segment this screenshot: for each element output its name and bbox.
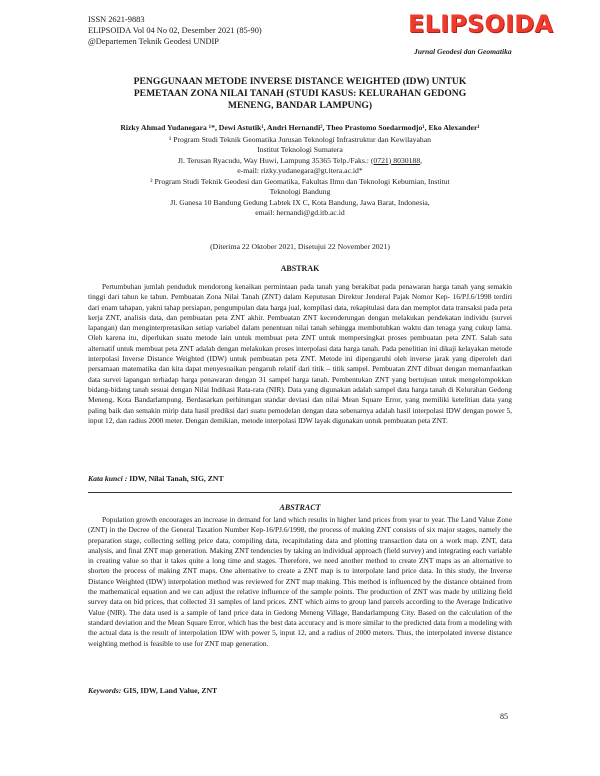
issn: ISSN 2621-9883 (88, 15, 145, 24)
abstract-body (88, 515, 512, 649)
affiliation-email: e-mail: rizky.yudanegara@gt.itera.ac.id* (237, 166, 363, 175)
author-names: Rizky Ahmad Yudanegara ¹*, Dewi Astutik¹, Andri Hernandi², Theo Prastomo Soedarmodjo¹, Eko Alexander¹ (120, 123, 480, 132)
author-block (88, 123, 512, 219)
kata-kunci-label: Kata kunci : (88, 474, 130, 483)
abstrak-heading: ABSTRAK (280, 264, 320, 273)
logo-subtitle: Jurnal Geodesi dan Geomatika (414, 47, 512, 56)
copyright-line: @Departemen Teknik Geodesi UNDIP (88, 37, 219, 46)
keywords-label: Keywords: (88, 686, 124, 695)
affiliation-address: Jl. Ganesa 10 Bandung Gedung Labtek IX C, Kota Bandung, Jawa Barat, Indonesia, (170, 197, 430, 207)
phone-suffix: , (420, 155, 423, 165)
title-line: MENENG, BANDAR LAMPUNG) (227, 100, 373, 111)
affiliation-line: ¹ Program Studi Teknik Geomatika Jurusan Teknologi Infrastruktur dan Kewilayahan (168, 134, 432, 144)
paper-title (88, 76, 512, 112)
journal-volume-line: ELIPSOIDA Vol 04 No 02, Desember 2021 (85-90) (88, 26, 262, 35)
abstrak-paragraph: Pertumbuhan jumlah penduduk mendorong kenaikan permintaan pada tanah yang berakibat pada penawaran harga tanah yang semakin tinggi dari tahun ke tahun. Pembuatan Zona Nilai Tanah (ZNT) dalam Keputusan Direktur Jenderal Pajak Nomor Kep- 16/PJ.6/1998 terdiri dari enam tahapan, yakni tahap persiapan, pengumpulan data harga jual, kompilasi data, rekapitulasi data dan memplot data transaksi pada peta kerja ZNT, analisis data, dan pembuatan peta ZNT akhir. Pembuatan ZNT kecenderungan dengan melakukan pendekatan individu (survei lapangan) dan menginterpretasikan setiap variabel dalam penentuan nilai tanah sehingga membutuhkan waktu dan tenaga yang cukup lama. Oleh karena itu, diperlukan suatu metode lain untuk membuat peta ZNT untuk mempersingkat proses pembuatan peta ZNT. Salah satu alternatif untuk membuat peta ZNT adalah dengan melakukan proses interpolasi data harga tanah. Pada penelitian ini dikaji kelayakan metode interpolasi Inverse Distance Weighted (IDW) untuk pembuatan peta ZNT. Metode ini dipengaruhi oleh inverse jarak yang diperoleh dari persamaan matematika dan kita dapat menyesuaikan pengaruh relatif dari titik – titik sampel. Pembuatan ZNT dibuat dengan memanfaatkan data survei lapangan terhadap harga penawaran dengan 31 sampel harga tanah. Pembentukan ZNT yang bertujuan untuk mengelompokkan bidang-bidang tanah sesuai dengan Nilai Indikasi Rata-rata (NIR). Data yang digunakan adalah sampel data harga tanah di Kelurahan Gedong Meneng, Kota Bandarlampung. Berdasarkan perhitungan standar deviasi dan nilai Mean Square Error, yang memiliki ketelitian data yang paling baik dan semakin mirip data hasil prediksi dari suatu pemodelan dengan data sebenarnya adalah hasil interpolasi IDW dengan power 5, input 12, dan radius 2000 meter. Dengan demikian, metode interpolasi IDW layak digunakan untuk pembuatan peta ZNT. (88, 282, 512, 425)
keywords-value: GIS, IDW, Land Value, ZNT (123, 686, 218, 695)
abstract-heading: ABSTRACT (279, 503, 321, 512)
abstract-paragraph: Population growth encourages an increase in demand for land which results in higher land prices from year to year. The Land Value Zone (ZNT) in the Decree of the General Taxation Number Kep-16/PJ.6/1998, the process of making ZNT consists of six major stages, namely the preparation stage, collecting selling price data, compiling data, recapitulating data and plotting transaction data on a work map. ZNT, data analysis, and final ZNT map generation. Making ZNT tendencies by taking an individual approach (field survey) and integrating each variable in creating value so that it takes quite a long time and stages. Therefore, we need another method to create ZNT maps as an alternative to shorten the process of making ZNT maps. One alternative to create a ZNT map is to interpolate land price data. In this study, the Inverse Distance Weighted (IDW) interpolation method was reviewed for ZNT map making. This method is influenced by the distance obtained from the mathematical equation and we can adjust the relative influence of the sample points. The production of ZNT was made by utilizing field survey data on bid prices, that collected 31 samples of land prices. ZNT which aims to group land parcels according to the Average Indicative Value (NIR). The data used is a sample of land price data in Gedong Meneng Village, Bandarlampung City. Based on the calculation of the standard deviation and the Mean Square Error, which has the best data accuracy and is more similar to the predicted data from a modeling with the actual data is the result of interpolation IDW with power 5, input 12, and a radius of 2000 meters. Thus, the interpolated inverse distance weighting method is feasible to use for ZNT map generation. (88, 515, 512, 648)
keywords (88, 686, 512, 695)
received-dates: (Diterima 22 Oktober 2021, Disetujui 22 November 2021) (210, 242, 390, 251)
title-line: PEMETAAN ZONA NILAI TANAH (STUDI KASUS: KELURAHAN GEDONG (133, 88, 467, 99)
affiliation-address (88, 156, 512, 167)
abstrak-body (88, 282, 512, 426)
page-number: 85 (500, 712, 508, 721)
title-line: PENGGUNAAN METODE INVERSE DISTANCE WEIGHTED (IDW) UNTUK (133, 76, 467, 87)
affiliation-line: ² Program Studi Teknik Geodesi dan Geomatika, Fakultas Ilmu dan Teknologi Kebumian, Institut (150, 176, 450, 186)
kata-kunci-value: IDW, Nilai Tanah, SIG, ZNT (129, 474, 224, 483)
journal-logo (408, 10, 554, 60)
address-text: Jl. Terusan Ryacudu, Way Huwi, Lampung 35365 Telp./Faks.: (177, 155, 371, 165)
affiliation-line: Teknologi Bandung (269, 187, 331, 196)
logo-wordmark: ELIPSOIDA (408, 10, 554, 38)
affiliation-line: Institut Teknologi Sumatera (257, 145, 343, 154)
journal-header (88, 14, 262, 47)
kata-kunci (88, 474, 512, 483)
section-divider (88, 492, 512, 493)
affiliation-email: email: hernandi@gd.itb.ac.id (255, 208, 345, 217)
phone-number: (0721) 8030188 (370, 155, 421, 165)
